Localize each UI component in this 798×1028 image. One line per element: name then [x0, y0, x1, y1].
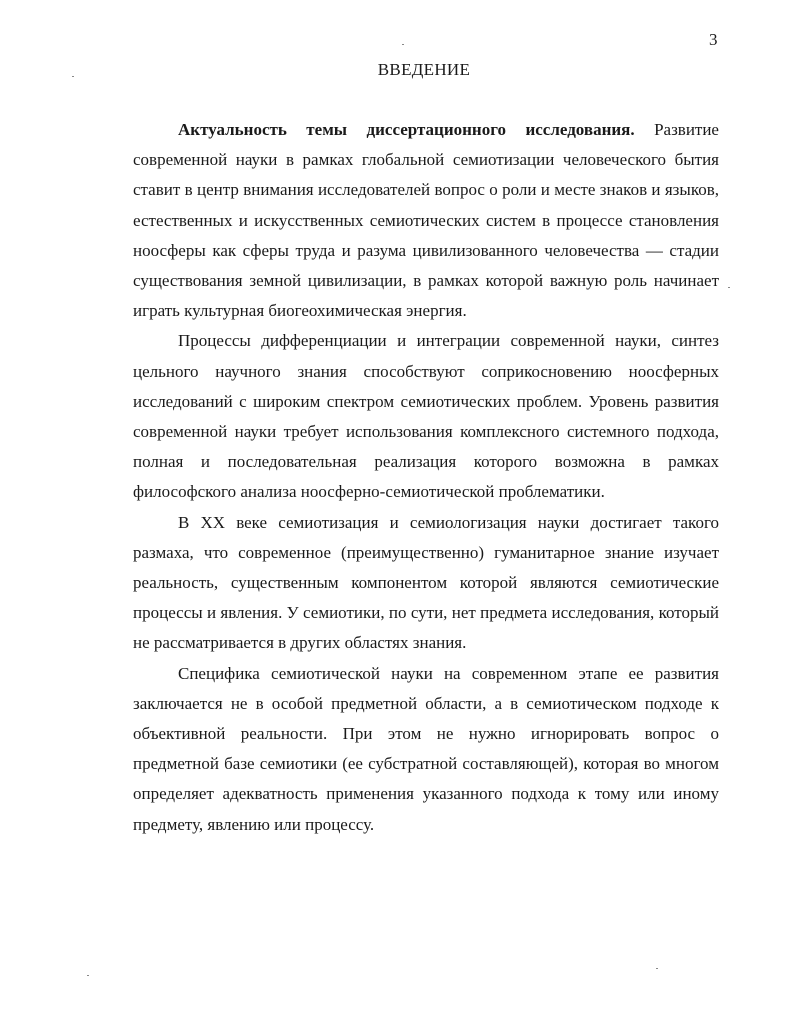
page-title: ВВЕДЕНИЕ: [377, 60, 471, 79]
paragraph-lead: Актуальность темы диссертационного исследования.: [178, 120, 635, 139]
scan-speck: [728, 287, 730, 288]
paragraph-3: В XX веке семиотизация и семиологизация науки достигает такого размаха, что современное (преимущественно) гуманитарное знание изучает реальность, существенным компонентом которой являются семиотические процессы и явления. У семиотики, по сути, нет предмета исследования, который не рассматривается в других областях знания.: [133, 512, 719, 653]
paragraph-2: Процессы дифференциации и интеграции современной науки, синтез цельного научного знания способствуют соприкосновению ноосферных исследований с широким спектром семиотических проблем. Уровень развития современной науки требует использования комплексного системного подхода, полная и последовательная реализация которого возможна в рамках философского анализа ноосферно-семиотической проблематики.: [133, 331, 719, 502]
body-text: [133, 115, 719, 840]
paragraph-text: Развитие современной науки в рамках глобальной семиотизации человеческого бытия ставит в центр внимания исследователей вопрос о роли и месте знаков и языков, естественных и искусственных семиотических систем в процессе становления ноосферы как сферы труда и разума цивилизованного человечества — стадии существования земной цивилизации, в рамках которой важную роль начинает играть культурная биогеохимическая энергия.: [133, 120, 719, 321]
scan-speck: [402, 44, 404, 45]
scan-speck: [72, 76, 74, 77]
scan-speck: [87, 975, 89, 976]
paragraph-4: Специфика семиотической науки на современном этапе ее развития заключается не в особой предметной области, а в семиотическом подходе к объективной реальности. При этом не нужно игнорировать вопрос о предметной базе семиотики (ее субстратной составляющей), которая во многом определяет адекватность применения указанного подхода к тому или иному предмету, явлению или процессу.: [133, 663, 719, 834]
scan-speck: [656, 968, 658, 969]
page-number: 3: [709, 30, 718, 49]
paragraph-1: [133, 115, 719, 326]
